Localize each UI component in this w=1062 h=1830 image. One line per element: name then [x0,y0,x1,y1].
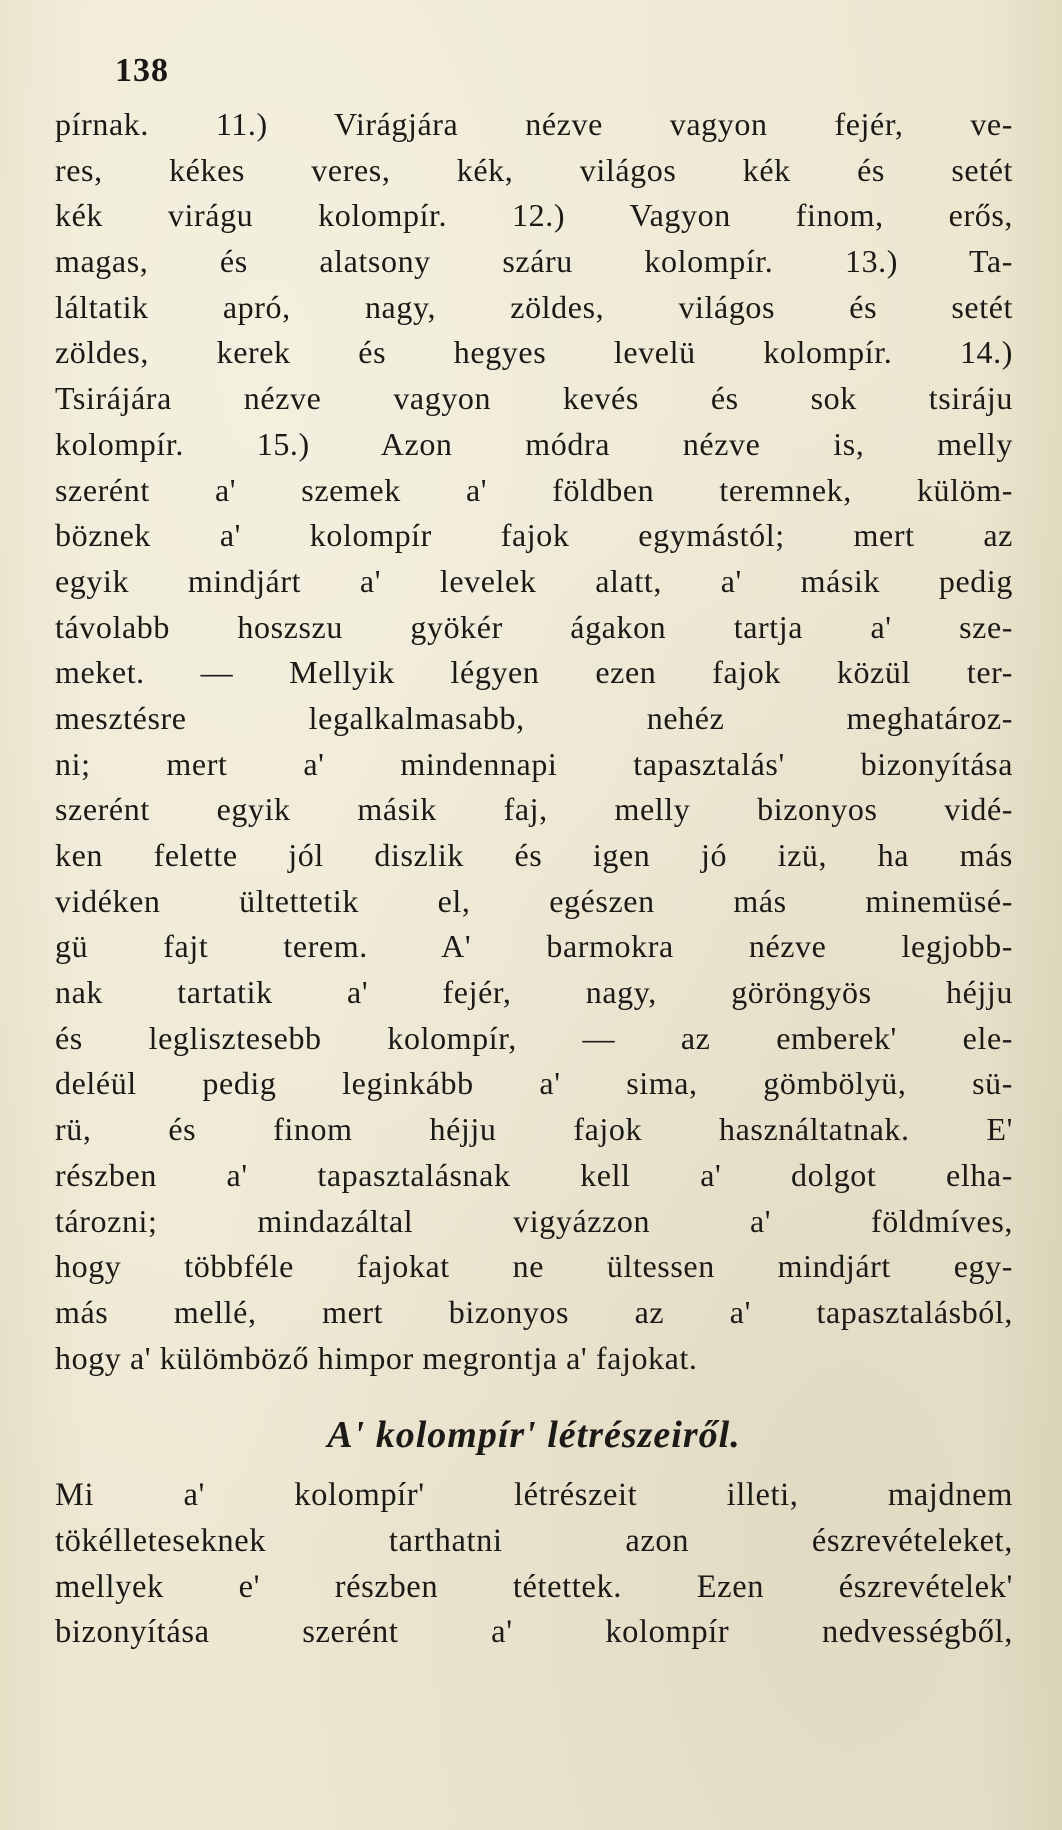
text-line: böznek a' kolompír fajok egymástól; mert az [55,517,1013,554]
text-line: rü, és finom héjju fajok használtatnak. E' [55,1111,1013,1148]
text-line: tározni; mindazáltal vigyázzon a' földmíves, [55,1202,1013,1239]
section-heading: A' kolompír' létrészeiről. [327,1414,741,1457]
text-line: hogy a' külömböző himpor megrontja a' fajokat. [55,1339,698,1376]
text-line: meket. — Mellyik légyen ezen fajok közül ter- [55,654,1013,691]
text-line: nak tartatik a' fejér, nagy, göröngyös héjju [55,974,1013,1011]
text-line: gü fajt terem. A' barmokra nézve legjobb- [55,928,1013,965]
text-line: más mellé, mert bizonyos az a' tapasztalásból, [55,1293,1013,1330]
text-line: res, kékes veres, kék, világos kék és setét [55,151,1013,188]
text-line: Tsirájára nézve vagyon kevés és sok tsiráju [55,380,1013,417]
page-body [55,102,1013,1656]
text-line: Mi a' kolompír' létrészeit illeti, majdnem [55,1477,1013,1514]
text-line: hogy többféle fajokat ne ültessen mindjárt egy- [55,1248,1013,1285]
text-line: vidéken ültettetik el, egészen más minemüsé- [55,882,1013,919]
text-line: pírnak. 11.) Virágjára nézve vagyon fejér, ve- [55,106,1013,142]
text-line: bizonyítása szerént a' kolompír nedvességből, [55,1614,1013,1651]
text-line: távolabb hoszszu gyökér ágakon tartja a' sze- [55,608,1013,645]
text-line: szerént a' szemek a' földben teremnek, külöm- [55,471,1013,508]
text-line: láltatik apró, nagy, zöldes, világos és setét [55,288,1013,325]
text-line: deléül pedig leginkább a' sima, gömbölyü, sü- [55,1065,1013,1102]
text-line: mesztésre legalkalmasabb, nehéz meghatároz- [55,699,1013,736]
text-line: kék virágu kolompír. 12.) Vagyon finom, erős, [55,197,1013,234]
text-line: egyik mindjárt a' levelek alatt, a' másik pedig [55,562,1013,599]
text-line: magas, és alatsony száru kolompír. 13.) Ta- [55,243,1013,280]
text-line: mellyek e' részben tétettek. Ezen észrevételek' [55,1568,1013,1605]
text-line: szerént egyik másik faj, melly bizonyos vidé- [55,791,1013,828]
page-number: 138 [115,52,169,89]
paragraph-components [55,1473,1013,1656]
paragraph-varieties [55,102,1013,1381]
text-line: kolompír. 15.) Azon módra nézve is, melly [55,425,1013,462]
text-line: tökélleteseknek tarthatni azon észrevételeket, [55,1522,1013,1559]
text-line: ken felette jól diszlik és igen jó izü, ha más [55,837,1013,873]
text-line: és leglisztesebb kolompír, — az emberek' ele- [55,1019,1013,1056]
text-line: részben a' tapasztalásnak kell a' dolgot elha- [55,1156,1013,1193]
text-line: ni; mert a' mindennapi tapasztalás' bizonyítása [55,745,1013,782]
text-line: zöldes, kerek és hegyes levelü kolompír. 14.) [55,334,1013,371]
